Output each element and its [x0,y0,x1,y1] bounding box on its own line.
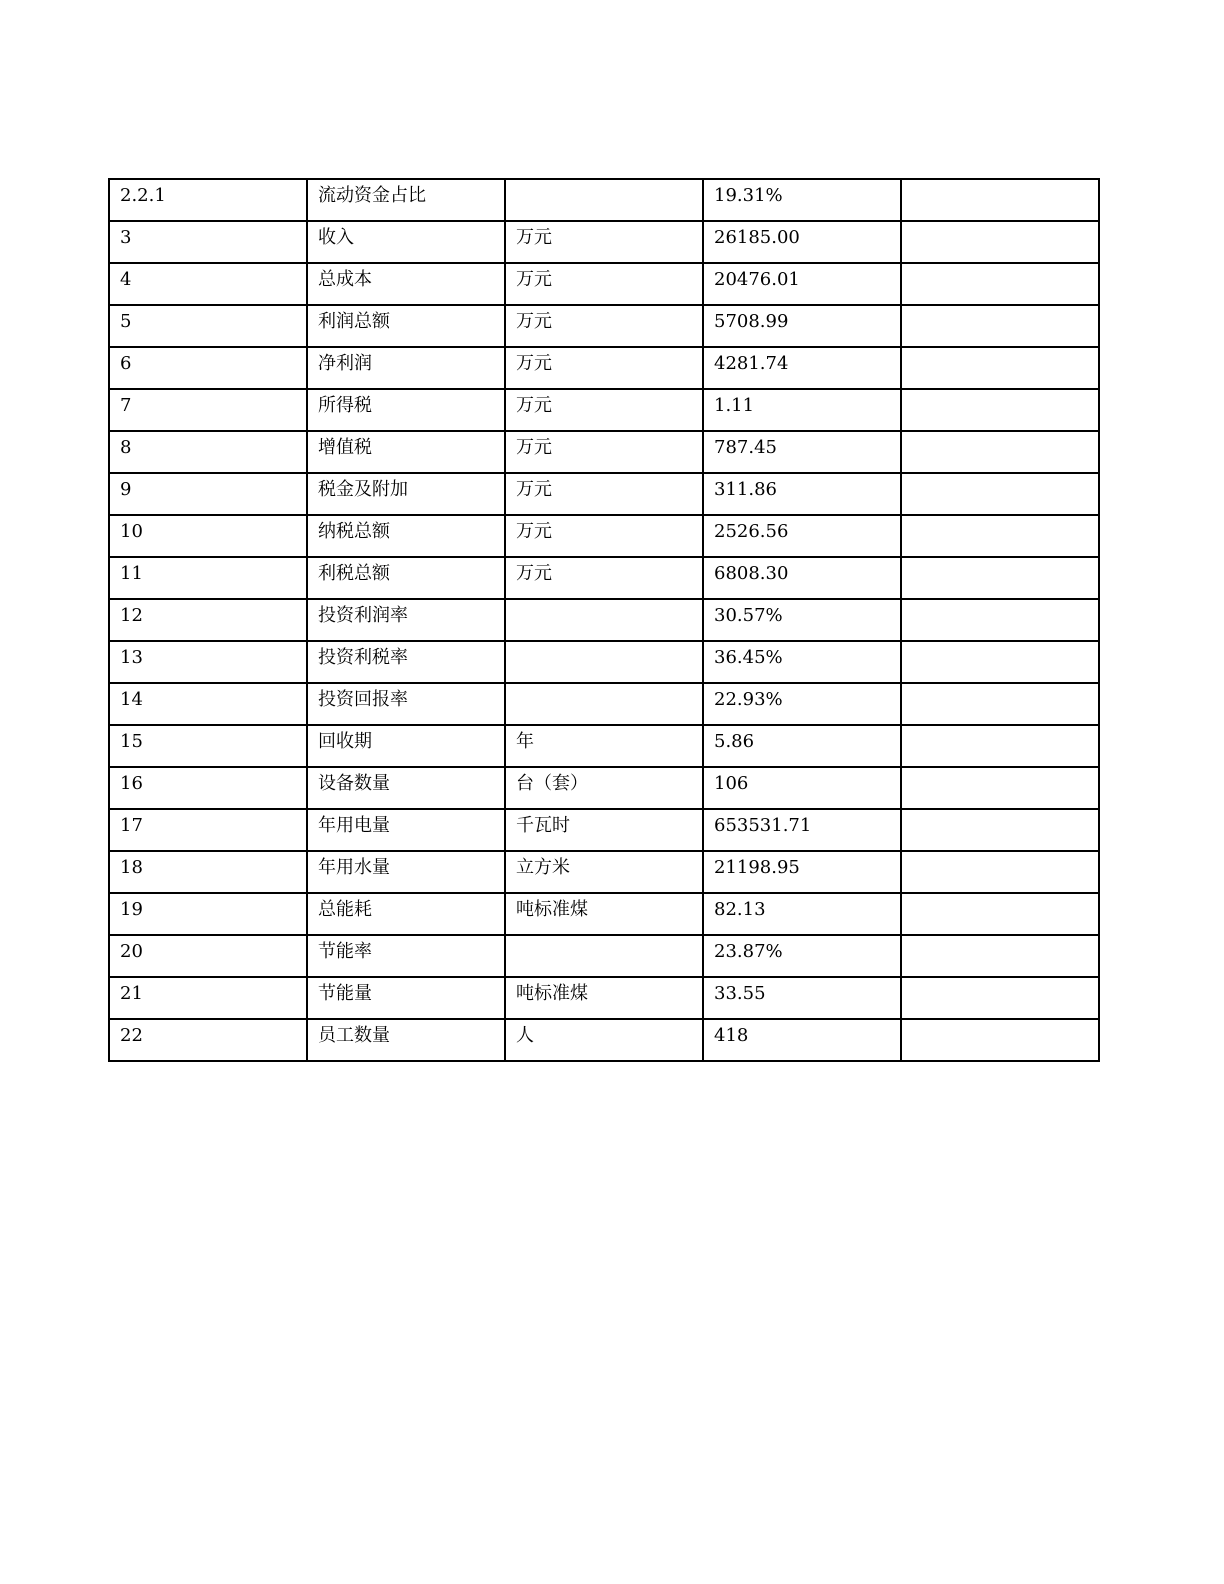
item-name-cell: 净利润 [307,347,505,389]
note-cell [901,557,1099,599]
value-cell: 82.13 [703,893,901,935]
row-number-cell: 19 [109,893,307,935]
item-name-cell: 利润总额 [307,305,505,347]
row-number-cell: 10 [109,515,307,557]
table-row [109,935,1099,977]
table-row [109,473,1099,515]
note-cell [901,935,1099,977]
item-name-cell: 设备数量 [307,767,505,809]
value-cell: 19.31% [703,179,901,221]
note-cell [901,977,1099,1019]
row-number-cell: 16 [109,767,307,809]
unit-cell [505,599,703,641]
note-cell [901,767,1099,809]
note-cell [901,515,1099,557]
value-cell: 311.86 [703,473,901,515]
table-row [109,851,1099,893]
unit-cell: 人 [505,1019,703,1061]
note-cell [901,263,1099,305]
note-cell [901,641,1099,683]
unit-cell: 千瓦时 [505,809,703,851]
note-cell [901,179,1099,221]
value-cell: 26185.00 [703,221,901,263]
row-number-cell: 4 [109,263,307,305]
item-name-cell: 投资利税率 [307,641,505,683]
table-row [109,431,1099,473]
table-row [109,641,1099,683]
value-cell: 418 [703,1019,901,1061]
table-row [109,809,1099,851]
row-number-cell: 20 [109,935,307,977]
table-row [109,893,1099,935]
value-cell: 5708.99 [703,305,901,347]
value-cell: 106 [703,767,901,809]
note-cell [901,893,1099,935]
row-number-cell: 7 [109,389,307,431]
note-cell [901,851,1099,893]
table-row [109,557,1099,599]
note-cell [901,389,1099,431]
table-row [109,305,1099,347]
value-cell: 33.55 [703,977,901,1019]
unit-cell: 吨标准煤 [505,893,703,935]
row-number-cell: 17 [109,809,307,851]
unit-cell: 立方米 [505,851,703,893]
row-number-cell: 8 [109,431,307,473]
indicator-table-body [109,179,1099,1061]
item-name-cell: 投资利润率 [307,599,505,641]
row-number-cell: 18 [109,851,307,893]
value-cell: 1.11 [703,389,901,431]
table-row [109,221,1099,263]
item-name-cell: 回收期 [307,725,505,767]
indicator-table [108,178,1100,1062]
unit-cell: 万元 [505,305,703,347]
note-cell [901,683,1099,725]
unit-cell: 年 [505,725,703,767]
item-name-cell: 总成本 [307,263,505,305]
table-row [109,683,1099,725]
value-cell: 4281.74 [703,347,901,389]
unit-cell: 万元 [505,347,703,389]
unit-cell: 万元 [505,263,703,305]
row-number-cell: 21 [109,977,307,1019]
note-cell [901,599,1099,641]
value-cell: 30.57% [703,599,901,641]
table-row [109,347,1099,389]
row-number-cell: 2.2.1 [109,179,307,221]
table-row [109,977,1099,1019]
item-name-cell: 总能耗 [307,893,505,935]
unit-cell: 万元 [505,389,703,431]
row-number-cell: 5 [109,305,307,347]
row-number-cell: 6 [109,347,307,389]
item-name-cell: 税金及附加 [307,473,505,515]
table-row [109,599,1099,641]
value-cell: 787.45 [703,431,901,473]
note-cell [901,431,1099,473]
item-name-cell: 流动资金占比 [307,179,505,221]
unit-cell [505,641,703,683]
row-number-cell: 13 [109,641,307,683]
row-number-cell: 15 [109,725,307,767]
table-row [109,515,1099,557]
note-cell [901,725,1099,767]
value-cell: 5.86 [703,725,901,767]
item-name-cell: 增值税 [307,431,505,473]
note-cell [901,809,1099,851]
unit-cell: 万元 [505,431,703,473]
unit-cell: 万元 [505,515,703,557]
row-number-cell: 9 [109,473,307,515]
table-row [109,725,1099,767]
note-cell [901,221,1099,263]
value-cell: 21198.95 [703,851,901,893]
value-cell: 20476.01 [703,263,901,305]
item-name-cell: 年用水量 [307,851,505,893]
note-cell [901,347,1099,389]
item-name-cell: 所得税 [307,389,505,431]
table-row [109,263,1099,305]
table-row [109,1019,1099,1061]
unit-cell: 万元 [505,473,703,515]
note-cell [901,473,1099,515]
item-name-cell: 节能量 [307,977,505,1019]
unit-cell: 万元 [505,221,703,263]
unit-cell: 台（套） [505,767,703,809]
unit-cell: 吨标准煤 [505,977,703,1019]
unit-cell [505,935,703,977]
row-number-cell: 14 [109,683,307,725]
row-number-cell: 3 [109,221,307,263]
item-name-cell: 员工数量 [307,1019,505,1061]
value-cell: 23.87% [703,935,901,977]
item-name-cell: 收入 [307,221,505,263]
row-number-cell: 12 [109,599,307,641]
item-name-cell: 利税总额 [307,557,505,599]
unit-cell: 万元 [505,557,703,599]
item-name-cell: 纳税总额 [307,515,505,557]
item-name-cell: 节能率 [307,935,505,977]
note-cell [901,1019,1099,1061]
item-name-cell: 投资回报率 [307,683,505,725]
value-cell: 2526.56 [703,515,901,557]
unit-cell [505,179,703,221]
value-cell: 6808.30 [703,557,901,599]
value-cell: 653531.71 [703,809,901,851]
table-row [109,389,1099,431]
table-row [109,179,1099,221]
value-cell: 22.93% [703,683,901,725]
unit-cell [505,683,703,725]
note-cell [901,305,1099,347]
item-name-cell: 年用电量 [307,809,505,851]
table-row [109,767,1099,809]
row-number-cell: 22 [109,1019,307,1061]
value-cell: 36.45% [703,641,901,683]
row-number-cell: 11 [109,557,307,599]
